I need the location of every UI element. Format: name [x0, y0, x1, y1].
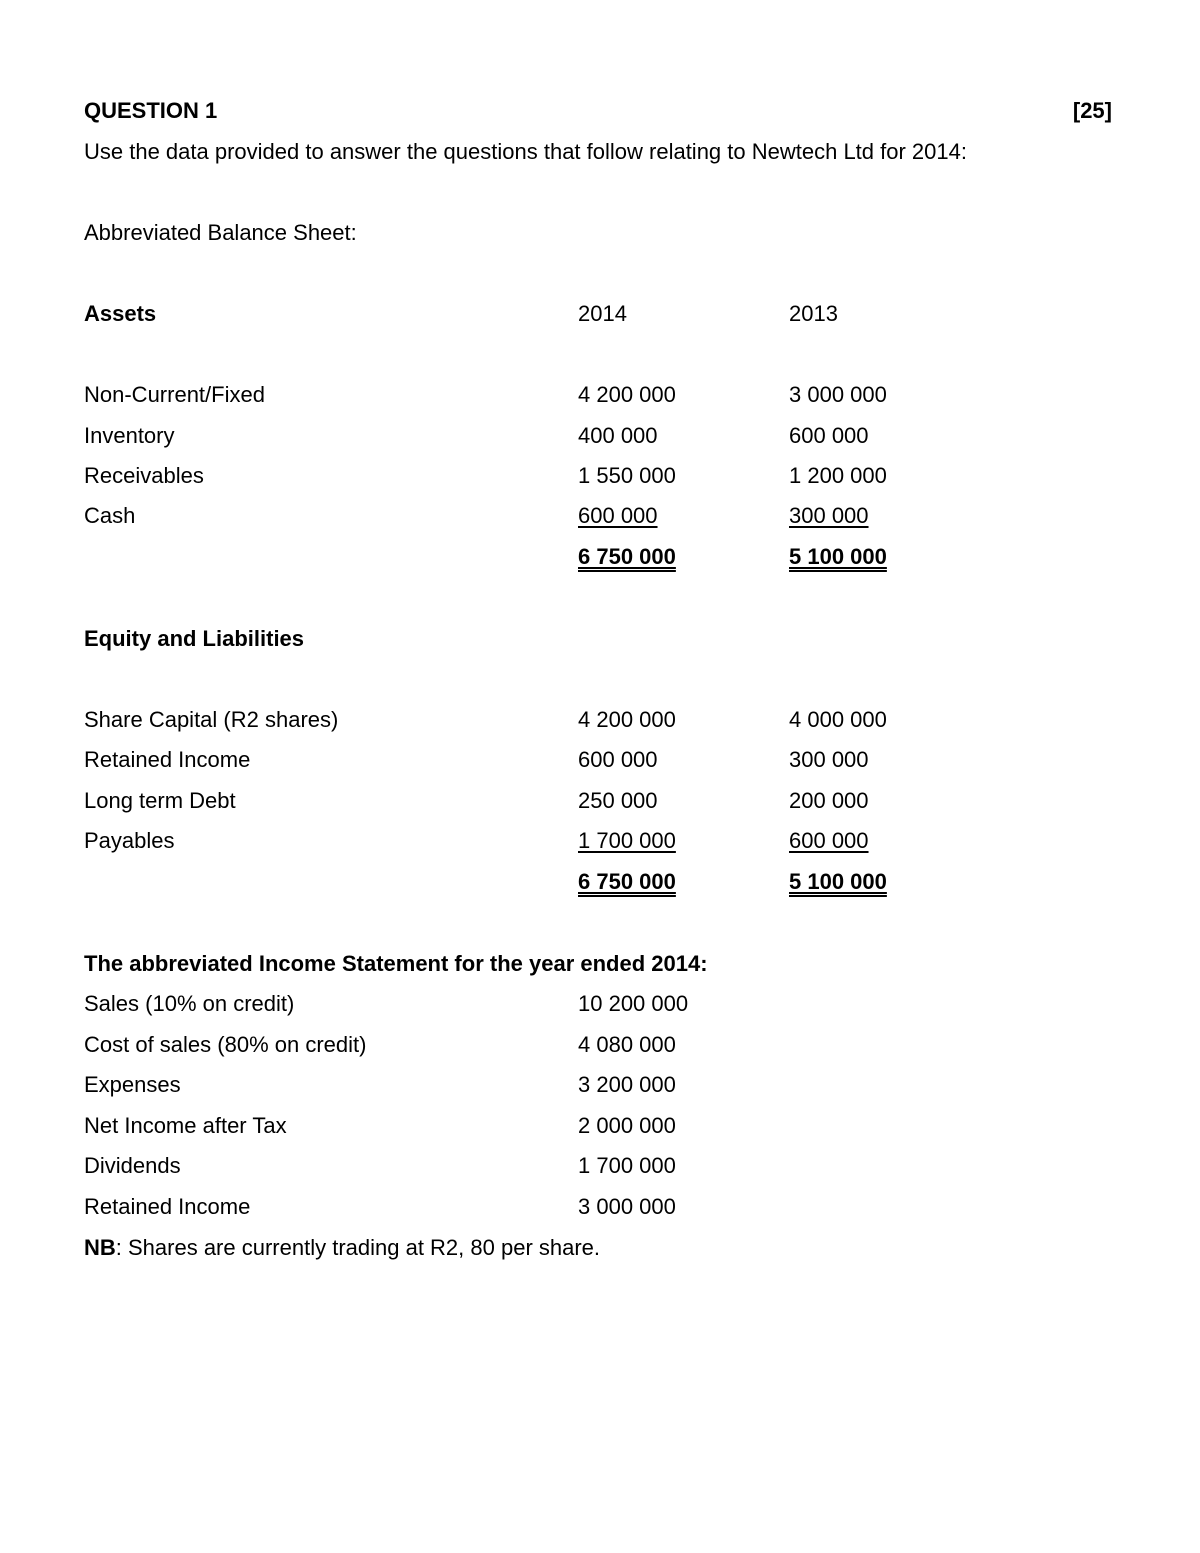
row-value-2014: 4 200 000	[578, 707, 676, 732]
row-label: Cost of sales (80% on credit)	[84, 1032, 367, 1057]
row-label: Net Income after Tax	[84, 1113, 287, 1138]
table-row	[0, 826, 1200, 856]
table-row	[0, 705, 1200, 735]
row-value-2013: 1 200 000	[789, 463, 887, 488]
assets-total-row	[0, 542, 1200, 572]
row-value-2013: 300 000	[789, 747, 869, 772]
row-value: 1 700 000	[578, 1153, 676, 1178]
assets-heading: Assets	[84, 301, 157, 326]
row-label: Dividends	[84, 1153, 181, 1178]
income-statement-title: The abbreviated Income Statement for the year ended 2014:	[84, 951, 708, 976]
row-value-2014: 1 700 000	[578, 828, 676, 853]
table-row	[0, 1070, 1200, 1100]
row-value: 10 200 000	[578, 991, 689, 1016]
table-row	[0, 421, 1200, 451]
row-label: Non-Current/Fixed	[84, 382, 265, 407]
row-value-2014: 600 000	[578, 747, 658, 772]
income-statement-title-line	[0, 949, 1200, 979]
row-value: 4 080 000	[578, 1032, 676, 1057]
equity-heading: Equity and Liabilities	[84, 626, 305, 651]
equity-header-row	[0, 624, 1200, 654]
question-marks: [25]	[1072, 98, 1112, 123]
equity-total-2013: 5 100 000	[789, 869, 887, 894]
note	[84, 1233, 600, 1263]
row-value-2013: 3 000 000	[789, 382, 887, 407]
balance-sheet-title: Abbreviated Balance Sheet:	[84, 220, 357, 245]
row-value-2014: 400 000	[578, 423, 658, 448]
row-value-2013: 300 000	[789, 503, 869, 528]
table-row	[0, 786, 1200, 816]
table-row	[0, 1111, 1200, 1141]
balance-sheet-title-line	[0, 218, 1200, 248]
row-label: Share Capital (R2 shares)	[84, 707, 339, 732]
equity-total-row	[0, 867, 1200, 897]
question-instruction-line	[0, 137, 1200, 167]
row-label: Cash	[84, 503, 136, 528]
note-text: : Shares are currently trading at R2, 80 per share.	[115, 1235, 601, 1260]
year-current-header: 2014	[578, 301, 627, 326]
question-instruction: Use the data provided to answer the questions that follow relating to Newtech Ltd for 2014:	[84, 139, 967, 164]
assets-header-row	[0, 299, 1200, 329]
question-header	[0, 96, 1200, 126]
row-value-2013: 4 000 000	[789, 707, 887, 732]
row-label: Inventory	[84, 423, 175, 448]
row-label: Payables	[84, 828, 175, 853]
equity-total-2014: 6 750 000	[578, 869, 676, 894]
table-row	[0, 1192, 1200, 1222]
row-value: 3 000 000	[578, 1194, 676, 1219]
row-value-2014: 600 000	[578, 503, 658, 528]
table-row	[0, 1030, 1200, 1060]
table-row	[0, 501, 1200, 531]
row-value-2013: 600 000	[789, 423, 869, 448]
row-label: Sales (10% on credit)	[84, 991, 295, 1016]
table-row	[0, 461, 1200, 491]
table-row	[0, 1151, 1200, 1181]
row-label: Expenses	[84, 1072, 181, 1097]
row-value-2014: 1 550 000	[578, 463, 676, 488]
row-value-2013: 600 000	[789, 828, 869, 853]
table-row	[0, 989, 1200, 1019]
table-row	[0, 380, 1200, 410]
note-label: NB	[84, 1235, 116, 1260]
row-label: Long term Debt	[84, 788, 236, 813]
row-label: Retained Income	[84, 747, 251, 772]
question-title: QUESTION 1	[84, 98, 218, 123]
assets-total-2013: 5 100 000	[789, 544, 887, 569]
row-label: Receivables	[84, 463, 204, 488]
row-value: 3 200 000	[578, 1072, 676, 1097]
row-value: 2 000 000	[578, 1113, 676, 1138]
row-value-2014: 4 200 000	[578, 382, 676, 407]
row-value-2014: 250 000	[578, 788, 658, 813]
note-line	[0, 1233, 1200, 1263]
assets-total-2014: 6 750 000	[578, 544, 676, 569]
row-value-2013: 200 000	[789, 788, 869, 813]
row-label: Retained Income	[84, 1194, 251, 1219]
year-prior-header: 2013	[789, 301, 838, 326]
table-row	[0, 745, 1200, 775]
